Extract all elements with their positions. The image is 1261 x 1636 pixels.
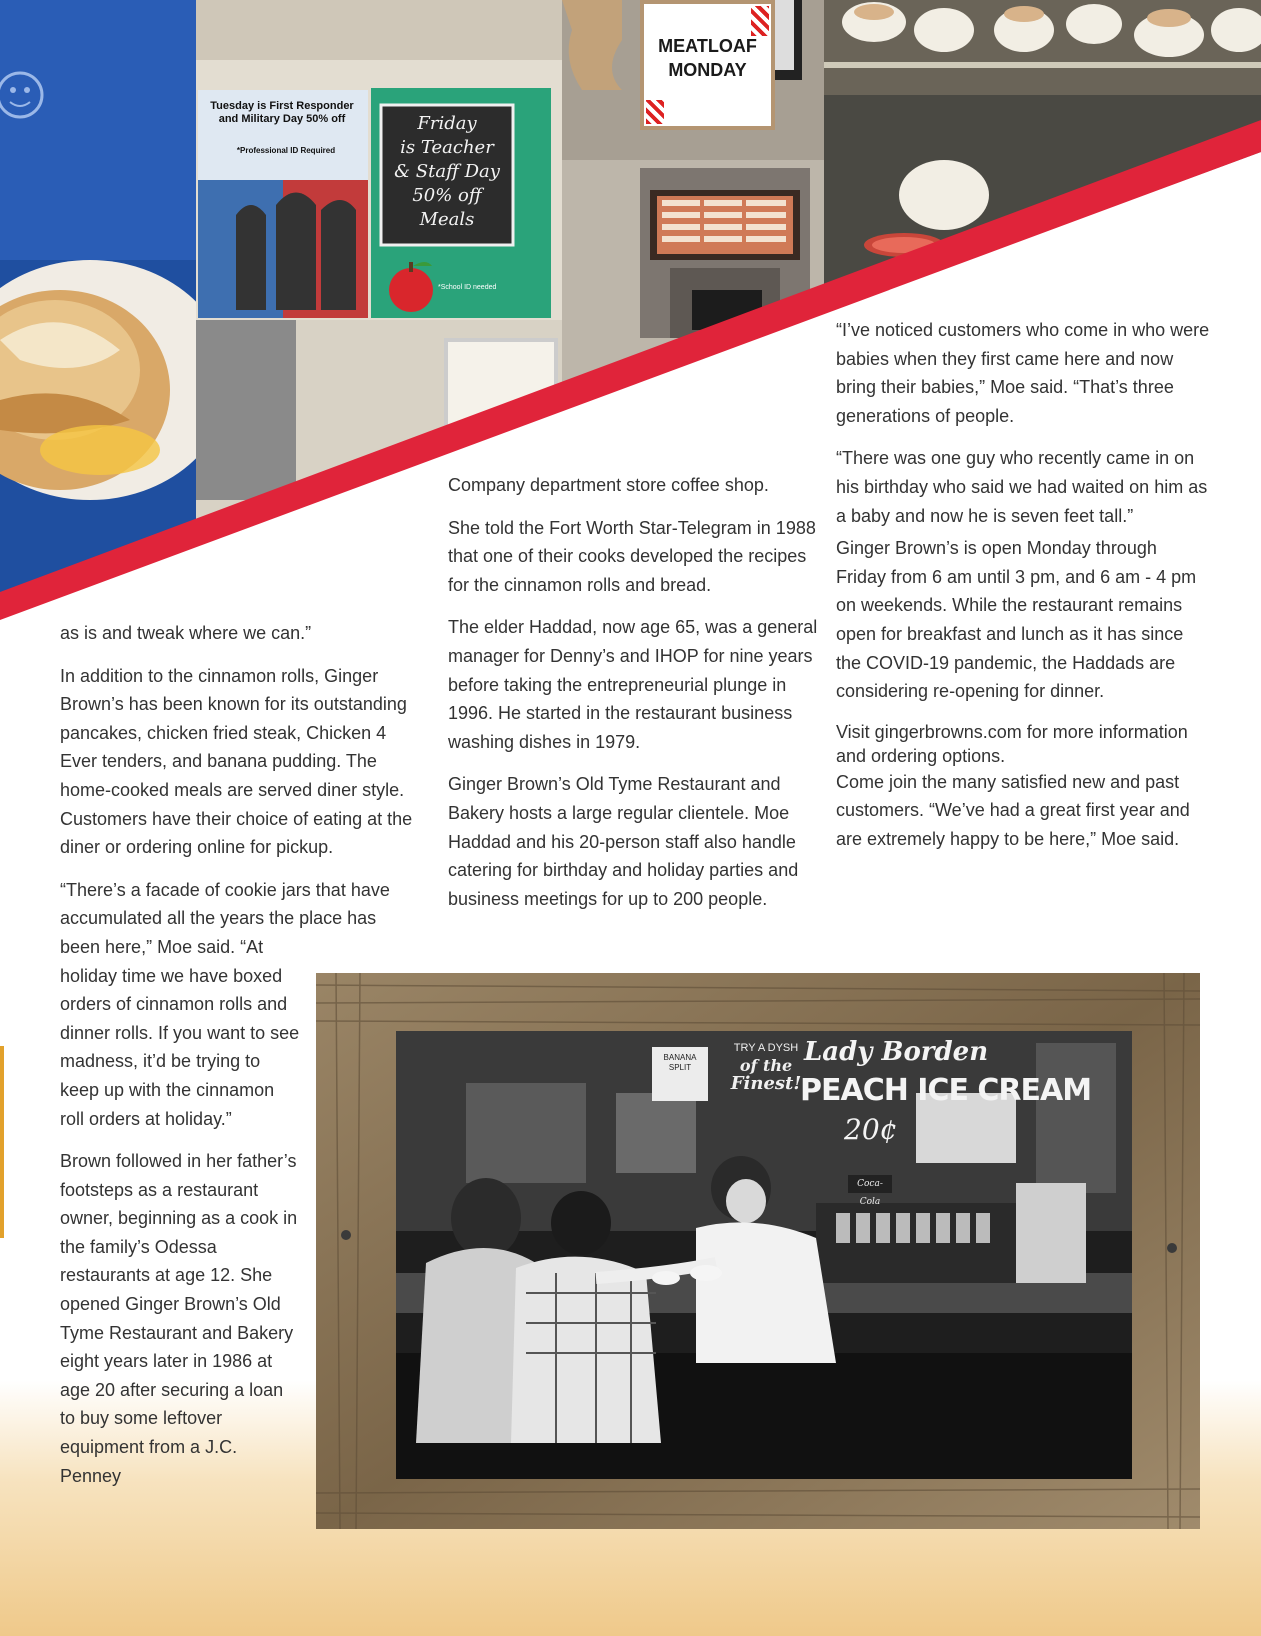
col1-paragraph-1: as is and tweak where we can.” — [60, 623, 312, 643]
col2-paragraph-1: Company department store coffee shop. — [448, 475, 769, 495]
meatloaf-sign-line2: MONDAY — [668, 60, 747, 80]
chalkboard-line: 50% off — [412, 185, 482, 206]
article-column-2 — [448, 471, 818, 927]
col2-paragraph-3: The elder Haddad, now age 65, was a general manager for Denny’s and IHOP for nine years before taking the entrepreneurial plunge in 1996. He started in the restaurant business washing dishes in 1979. — [448, 617, 818, 752]
responder-sign-line2: and Military Day 50% off — [218, 113, 346, 125]
responder-sign-note: *Professional ID Required — [236, 146, 336, 155]
chalkboard-line: & Staff Day — [394, 161, 500, 182]
gold-edge-accent — [0, 1046, 4, 1238]
col1-paragraph-2: In addition to the cinnamon rolls, Ginger Brown’s has been known for its outstanding pancakes, chicken fried steak, Chicken 4 Ever tenders, and banana pudding. The home-cooked meals are served diner style. Customers have their choice of eating at the diner or ordering online for pickup. — [60, 665, 413, 858]
col3-paragraph-2: “There was one guy who recently came in on his birthday who said we had waited on him as a baby and now he is seven feet tall.” — [836, 448, 1208, 526]
vintage-peach-sign: PEACH ICE CREAM — [800, 1073, 1092, 1108]
vintage-price-sign: 20¢ — [844, 1113, 898, 1146]
col1-paragraph-4: Brown followed in her father’s footsteps as a restaurant owner, beginning as a cook in the family’s Odessa restaurants at age 12. She opened Ginger Brown’s Old Tyme Restaurant and Bakery eight years later in 1986 at age 20 after securing a loan to buy some leftover equipment from a J.C. Penney — [60, 1151, 298, 1486]
chalkboard-note: *School ID needed — [438, 284, 497, 291]
responder-sign-line1: Tuesday is First Responder — [210, 100, 354, 112]
vintage-lady-borden-sign: Lady Borden — [804, 1037, 989, 1067]
col2-paragraph-2: She told the Fort Worth Star-Telegram in 1988 that one of their cooks developed the recipes for the cinnamon rolls and bread. — [448, 517, 816, 595]
vintage-coke-sign: Coca-Cola — [848, 1175, 892, 1193]
col1-paragraph-3b: been here,” Moe said. “At holiday time we have boxed orders of cinnamon rolls and dinner rolls. If you want to see madness, it’d be trying to keep up with the cinnamon roll orders at holiday.” — [60, 936, 300, 1129]
col3-paragraph-3: Ginger Brown’s is open Monday through Friday from 6 am until 3 pm, and 6 am - 4 pm on weekends. While the restaurant remains open for breakfast and lunch as it has since the COVID-19 pandemic, the Haddads are considering re-opening for dinner. — [836, 538, 1197, 702]
meatloaf-sign-line1: MEATLOAF — [658, 36, 757, 56]
chalkboard-line: Meals — [419, 209, 475, 230]
col3-paragraph-4: Visit gingerbrowns.com for more information and ordering options. — [836, 721, 1188, 766]
col3-paragraph-1: “I’ve noticed customers who come in who were babies when they first came here and now bring their babies,” Moe said. “That’s three generations of people. — [836, 320, 1210, 426]
vintage-try-line1: TRY A DYSH — [733, 1042, 799, 1054]
chalkboard-line: Friday — [417, 113, 477, 134]
article-column-3 — [836, 316, 1211, 868]
vintage-framed-photo — [316, 973, 1200, 1529]
vintage-try-line3: Finest! — [730, 1073, 802, 1094]
chalkboard-line: is Teacher — [400, 137, 494, 158]
col3-paragraph-5: Come join the many satisfied new and past customers. “We’ve had a great first year and are extremely happy to be here,” Moe said. — [836, 771, 1190, 849]
vintage-banana-sign: BANANA SPLIT — [652, 1047, 708, 1101]
col2-paragraph-4: Ginger Brown’s Old Tyme Restaurant and Bakery hosts a large regular clientele. Moe Haddad and his 20-person staff also handle catering for birthday and holiday parties and business meetings for up to 200 people. — [448, 774, 799, 909]
col1-paragraph-3a: “There’s a facade of cookie jars that have accumulated all the years the place has — [60, 879, 390, 929]
vintage-try-line2: of the — [739, 1056, 793, 1075]
vintage-try-sign — [726, 1039, 806, 1093]
